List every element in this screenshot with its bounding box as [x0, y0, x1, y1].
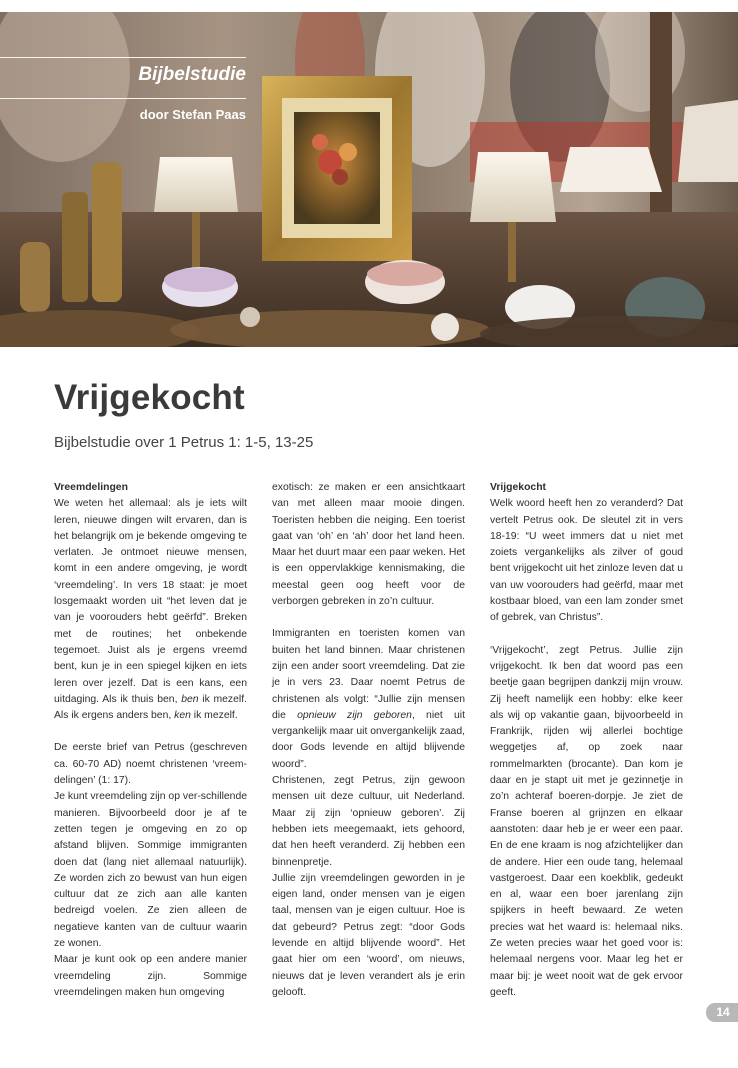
author-byline: door Stefan Paas — [139, 107, 246, 122]
text-column-1 — [54, 480, 247, 1001]
paragraph: De eerste brief van Petrus (geschreven ca. 60-70 AD) noemt christenen ‘vreem-delingen’ (1: 17). — [54, 742, 247, 787]
paragraph: Welk woord heeft hen zo veranderd? Dat vertelt Petrus ook. De sleutel zit in vers 18-19: “U weet immers dat u niet met zoiets vergankelijks als zilver of goud bent vrijgekocht uit het zinloze leven dat u van uw voorouders had geërfd, maar met kostbaar bloed, van een lam zonder smet of gebrek, van Christus”. — [490, 498, 683, 624]
paragraph: Jullie zijn vreemdelingen geworden in je eigen land, onder mensen van je eigen taal, mensen van je eigen cultuur. Hoe is dat gebeurd? Petrus zegt: “door Gods levende en altijd blijvende woord”. Het gaat hier om een ‘woord’, om nieuws, nieuws dat je leven verandert als je erin gelooft. — [272, 872, 465, 998]
article-subtitle: Bijbelstudie over 1 Petrus 1: 1-5, 13-25 — [54, 434, 314, 451]
rubric-rule-top — [0, 57, 246, 58]
paragraph: Maar je kunt ook op een andere manier vreemdeling zijn. Sommige vreemdelingen maken hun omgeving — [54, 954, 247, 998]
paragraph: Immigranten en toeristen komen van buiten het land binnen. Maar christenen zijn een ander soort vreemdeling. Dat zie je in vers 23. Daar noemt Petrus de christenen als volgt: “Jullie zijn mensen die opnieuw zijn geboren, niet uit vergankelijk maar uit onvergankelijk zaad, door Gods levende en altijd blijvende woord”. — [272, 628, 465, 770]
paragraph: Je kunt vreemdeling zijn op ver-schillende manieren. Bijvoorbeeld door je af te zetten tegen je omgeving en zo op afstand blijven. Sommige immigranten doen dat (lang niet allemaal natuurlijk). Ze worden zich zo bewust van hun eigen cultuur dat ze zich aan alle kanten bedreigd voelen. Ze zien alleen de negatieve kanten van de cultuur waarin ze wonen. — [54, 791, 247, 950]
text-column-2 — [272, 480, 465, 1001]
section-rubric: Bijbelstudie — [138, 64, 246, 85]
flea-market-illustration — [0, 12, 738, 347]
section-heading-vreemdelingen: Vreemdelingen — [54, 482, 128, 493]
paragraph: We weten het allemaal: als je iets wilt leren, nieuwe dingen wilt ervaren, dan is het belangrijk om je bekende omgeving te verlaten. Je ontmoet nieuwe mensen, komt in een andere omgeving, je wordt ‘vreemdeling’. In vers 18 staat: je moet losgemaakt worden uit “het leven dat je van je voorouders hebt geërfd”. Breken met de routines; het onbekende tegemoet. Juist als je ergens vreemd bent, kun je in een spiegel kijken en iets leren over jezelf. Dat is een kans, een uitdaging. Als ik thuis ben, ben ik mezelf. Als ik ergens anders ben, ken ik mezelf. — [54, 498, 247, 722]
text-column-3 — [490, 480, 683, 1001]
paragraph: Christenen, zegt Petrus, zijn gewoon mensen uit deze cultuur, uit Nederland. Maar zij zijn ‘opnieuw geboren’. Zij hebben iets meegemaakt, iets gehoord, dat hen heeft veranderd. Zij hebben een binnenpretje. — [272, 775, 465, 868]
section-heading-vrijgekocht: Vrijgekocht — [490, 482, 547, 493]
paragraph: ‘Vrijgekocht’, zegt Petrus. Jullie zijn vrijgekocht. Ik ben dat woord pas een beetje gaan begrijpen dankzij mijn vrouw. Zij heeft namelijk een hobby: elke keer als wij op vakantie gaan, bijvoorbeeld in Frankrijk, rijden wij allerlei bochtige weggetjes af, op zoek naar rommelmarkten (brocante). Dan kom je daar en je stapt uit met je gezinnetje in zo’n achteraf boeren-dorpje. Je ziet de Franse boeren al grijnzen en elkaar aanstoten: daar heb je er weer een paar. En de ene kraam is nog afzichtelijker dan de andere. Hier een oude tang, helemaal vastgeroest. Daar een koekblik, gedeukt en al, waar een boer jarenlang zijn spijkers in heeft bewaard. Ze weten precies wat het waard is: helemaal niks. Ze weten precies waar het goed voor is: helemaal nergens voor. Maar leg het er maar bij: je weet nooit wat de gek ervoor geeft. — [490, 644, 683, 998]
article-title: Vrijgekocht — [54, 378, 245, 417]
hero-photo — [0, 12, 738, 347]
paragraph: exotisch: ze maken er een ansichtkaart van met alleen maar mooie dingen. Toeristen hebben die neiging. Een toerist gaat van ‘oh’ en ‘ah’ door het land heen. Maar het duurt maar een paar weken. Het is een oppervlakkige kennismaking, die meestal geen oog heeft voor de verborgen gebreken in zo’n cultuur. — [272, 482, 465, 608]
page-number: 14 — [706, 1003, 738, 1022]
rubric-rule-bottom — [0, 98, 246, 99]
